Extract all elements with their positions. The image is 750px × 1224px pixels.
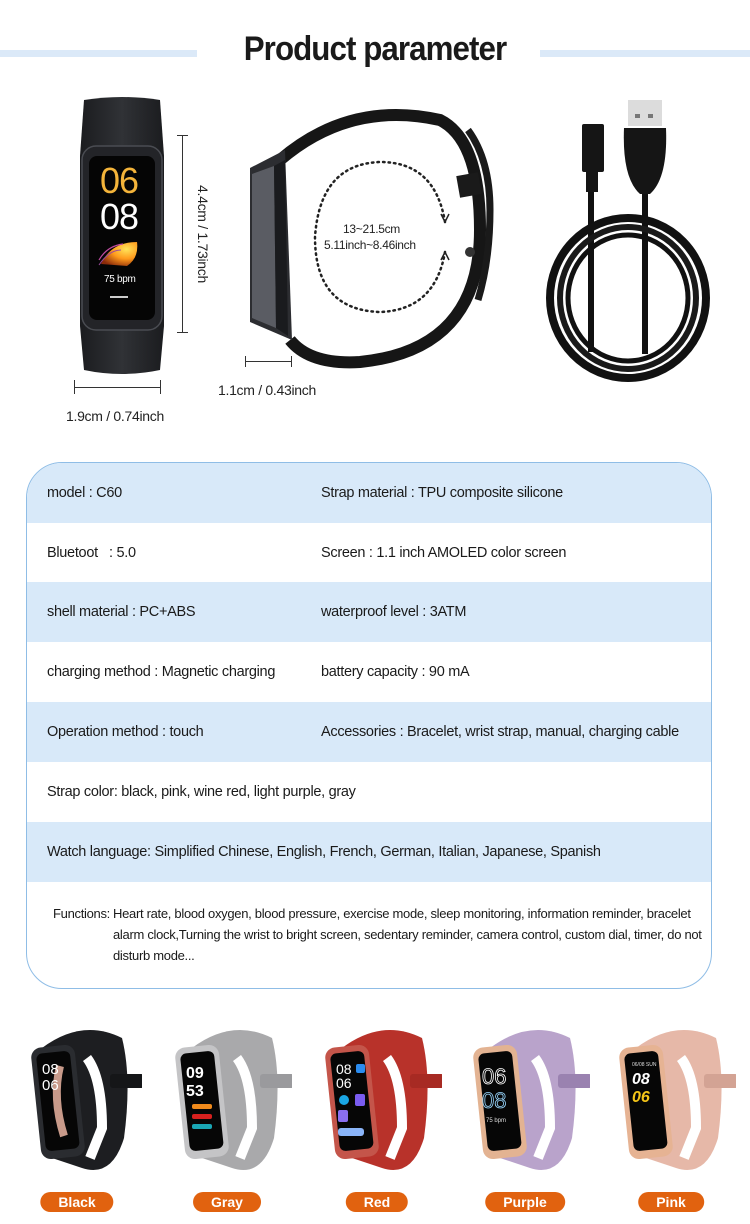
svg-text:08: 08 <box>42 1061 59 1078</box>
width-dimension-line <box>74 387 161 388</box>
width-label: 1.9cm / 0.74inch <box>66 408 164 424</box>
spec-row <box>27 642 711 702</box>
svg-text:06: 06 <box>42 1077 59 1094</box>
svg-text:08: 08 <box>336 1061 352 1077</box>
height-dimension-line <box>182 135 183 332</box>
width-dimension-tick-right <box>160 380 161 394</box>
watch-home-indicator <box>110 296 128 298</box>
width-dimension-tick-left <box>74 380 75 394</box>
watch-minute: 08 <box>100 196 139 237</box>
height-dimension-tick-bottom <box>177 332 188 333</box>
variant-label: Red <box>346 1192 408 1212</box>
svg-text:09: 09 <box>186 1065 204 1082</box>
black-band-image <box>12 1018 142 1183</box>
svg-text:06/08 SUN: 06/08 SUN <box>632 1062 657 1068</box>
variant-label: Purple <box>485 1192 565 1212</box>
height-label: 4.4cm / 1.73inch <box>195 185 211 283</box>
spec-row <box>27 523 711 583</box>
variant-gray[interactable] <box>162 1018 292 1218</box>
variant-pink[interactable] <box>606 1018 736 1218</box>
pink-band-image <box>606 1018 736 1183</box>
spec-row <box>27 822 711 882</box>
spec-battery: battery capacity : 90 mA <box>321 664 470 680</box>
wrist-size-cm: 13~21.5cm <box>343 222 401 236</box>
variant-label: Black <box>40 1192 113 1212</box>
watch-heart-rate: 75 bpm <box>104 274 136 285</box>
svg-text:08: 08 <box>482 1088 507 1113</box>
page-title: Product parameter <box>243 30 507 68</box>
svg-text:06: 06 <box>336 1075 352 1091</box>
spec-row <box>27 463 711 523</box>
spec-operation-method: Operation method : touch <box>47 724 204 740</box>
thickness-dimension-tick-right <box>291 356 292 367</box>
spec-row <box>27 582 711 642</box>
gray-band-image <box>162 1018 292 1183</box>
spec-table <box>26 462 712 989</box>
spec-strap-material: Strap material : TPU composite silicone <box>321 485 563 501</box>
spec-watch-language: Watch language: Simplified Chinese, English, French, German, Italian, Japanese, Spanish <box>47 844 601 860</box>
spec-bluetooth: Bluetoot : 5.0 <box>47 545 136 561</box>
spec-accessories: Accessories : Bracelet, wrist strap, manual, charging cable <box>321 724 679 740</box>
thickness-dimension-line <box>245 361 292 362</box>
spec-screen: Screen : 1.1 inch AMOLED color screen <box>321 545 567 561</box>
watch-hour: 06 <box>100 160 139 201</box>
spec-model: model : C60 <box>47 485 122 501</box>
svg-text:75 bpm: 75 bpm <box>486 1118 507 1124</box>
thickness-label: 1.1cm / 0.43inch <box>218 382 316 398</box>
purple-band-image <box>460 1018 590 1183</box>
functions-text: Heart rate, blood oxygen, blood pressure, exercise mode, sleep monitoring, information reminder, bracelet alarm clock,Turning the wrist to bright screen, sedentary reminder, camera control, custom dial, timer, do not disturb mode... <box>113 906 702 963</box>
height-dimension-tick-top <box>177 135 188 136</box>
thickness-dimension-tick-left <box>245 356 246 367</box>
wrist-size-inch: 5.11inch~8.46inch <box>324 238 416 252</box>
spec-strap-color: Strap color: black, pink, wine red, light purple, gray <box>47 784 356 800</box>
variant-red[interactable] <box>312 1018 442 1218</box>
svg-text:53: 53 <box>186 1083 204 1100</box>
svg-text:06: 06 <box>482 1064 507 1089</box>
svg-text:08: 08 <box>632 1071 650 1088</box>
variant-label: Pink <box>638 1192 704 1212</box>
variant-purple[interactable] <box>460 1018 590 1218</box>
wrist-circle-arrows <box>305 152 455 322</box>
red-band-image <box>312 1018 442 1183</box>
variant-label: Gray <box>193 1192 261 1212</box>
functions-label: Functions: <box>53 906 110 921</box>
spec-waterproof: waterproof level : 3ATM <box>321 604 467 620</box>
charging-cable-image <box>538 98 718 388</box>
variant-black[interactable] <box>12 1018 142 1218</box>
watch-graphic <box>97 238 141 268</box>
spec-shell-material: shell material : PC+ABS <box>47 604 196 620</box>
svg-text:06: 06 <box>632 1089 650 1106</box>
spec-charging-method: charging method : Magnetic charging <box>47 664 276 680</box>
spec-row <box>27 702 711 762</box>
spec-row <box>27 762 711 822</box>
spec-functions <box>53 903 703 966</box>
